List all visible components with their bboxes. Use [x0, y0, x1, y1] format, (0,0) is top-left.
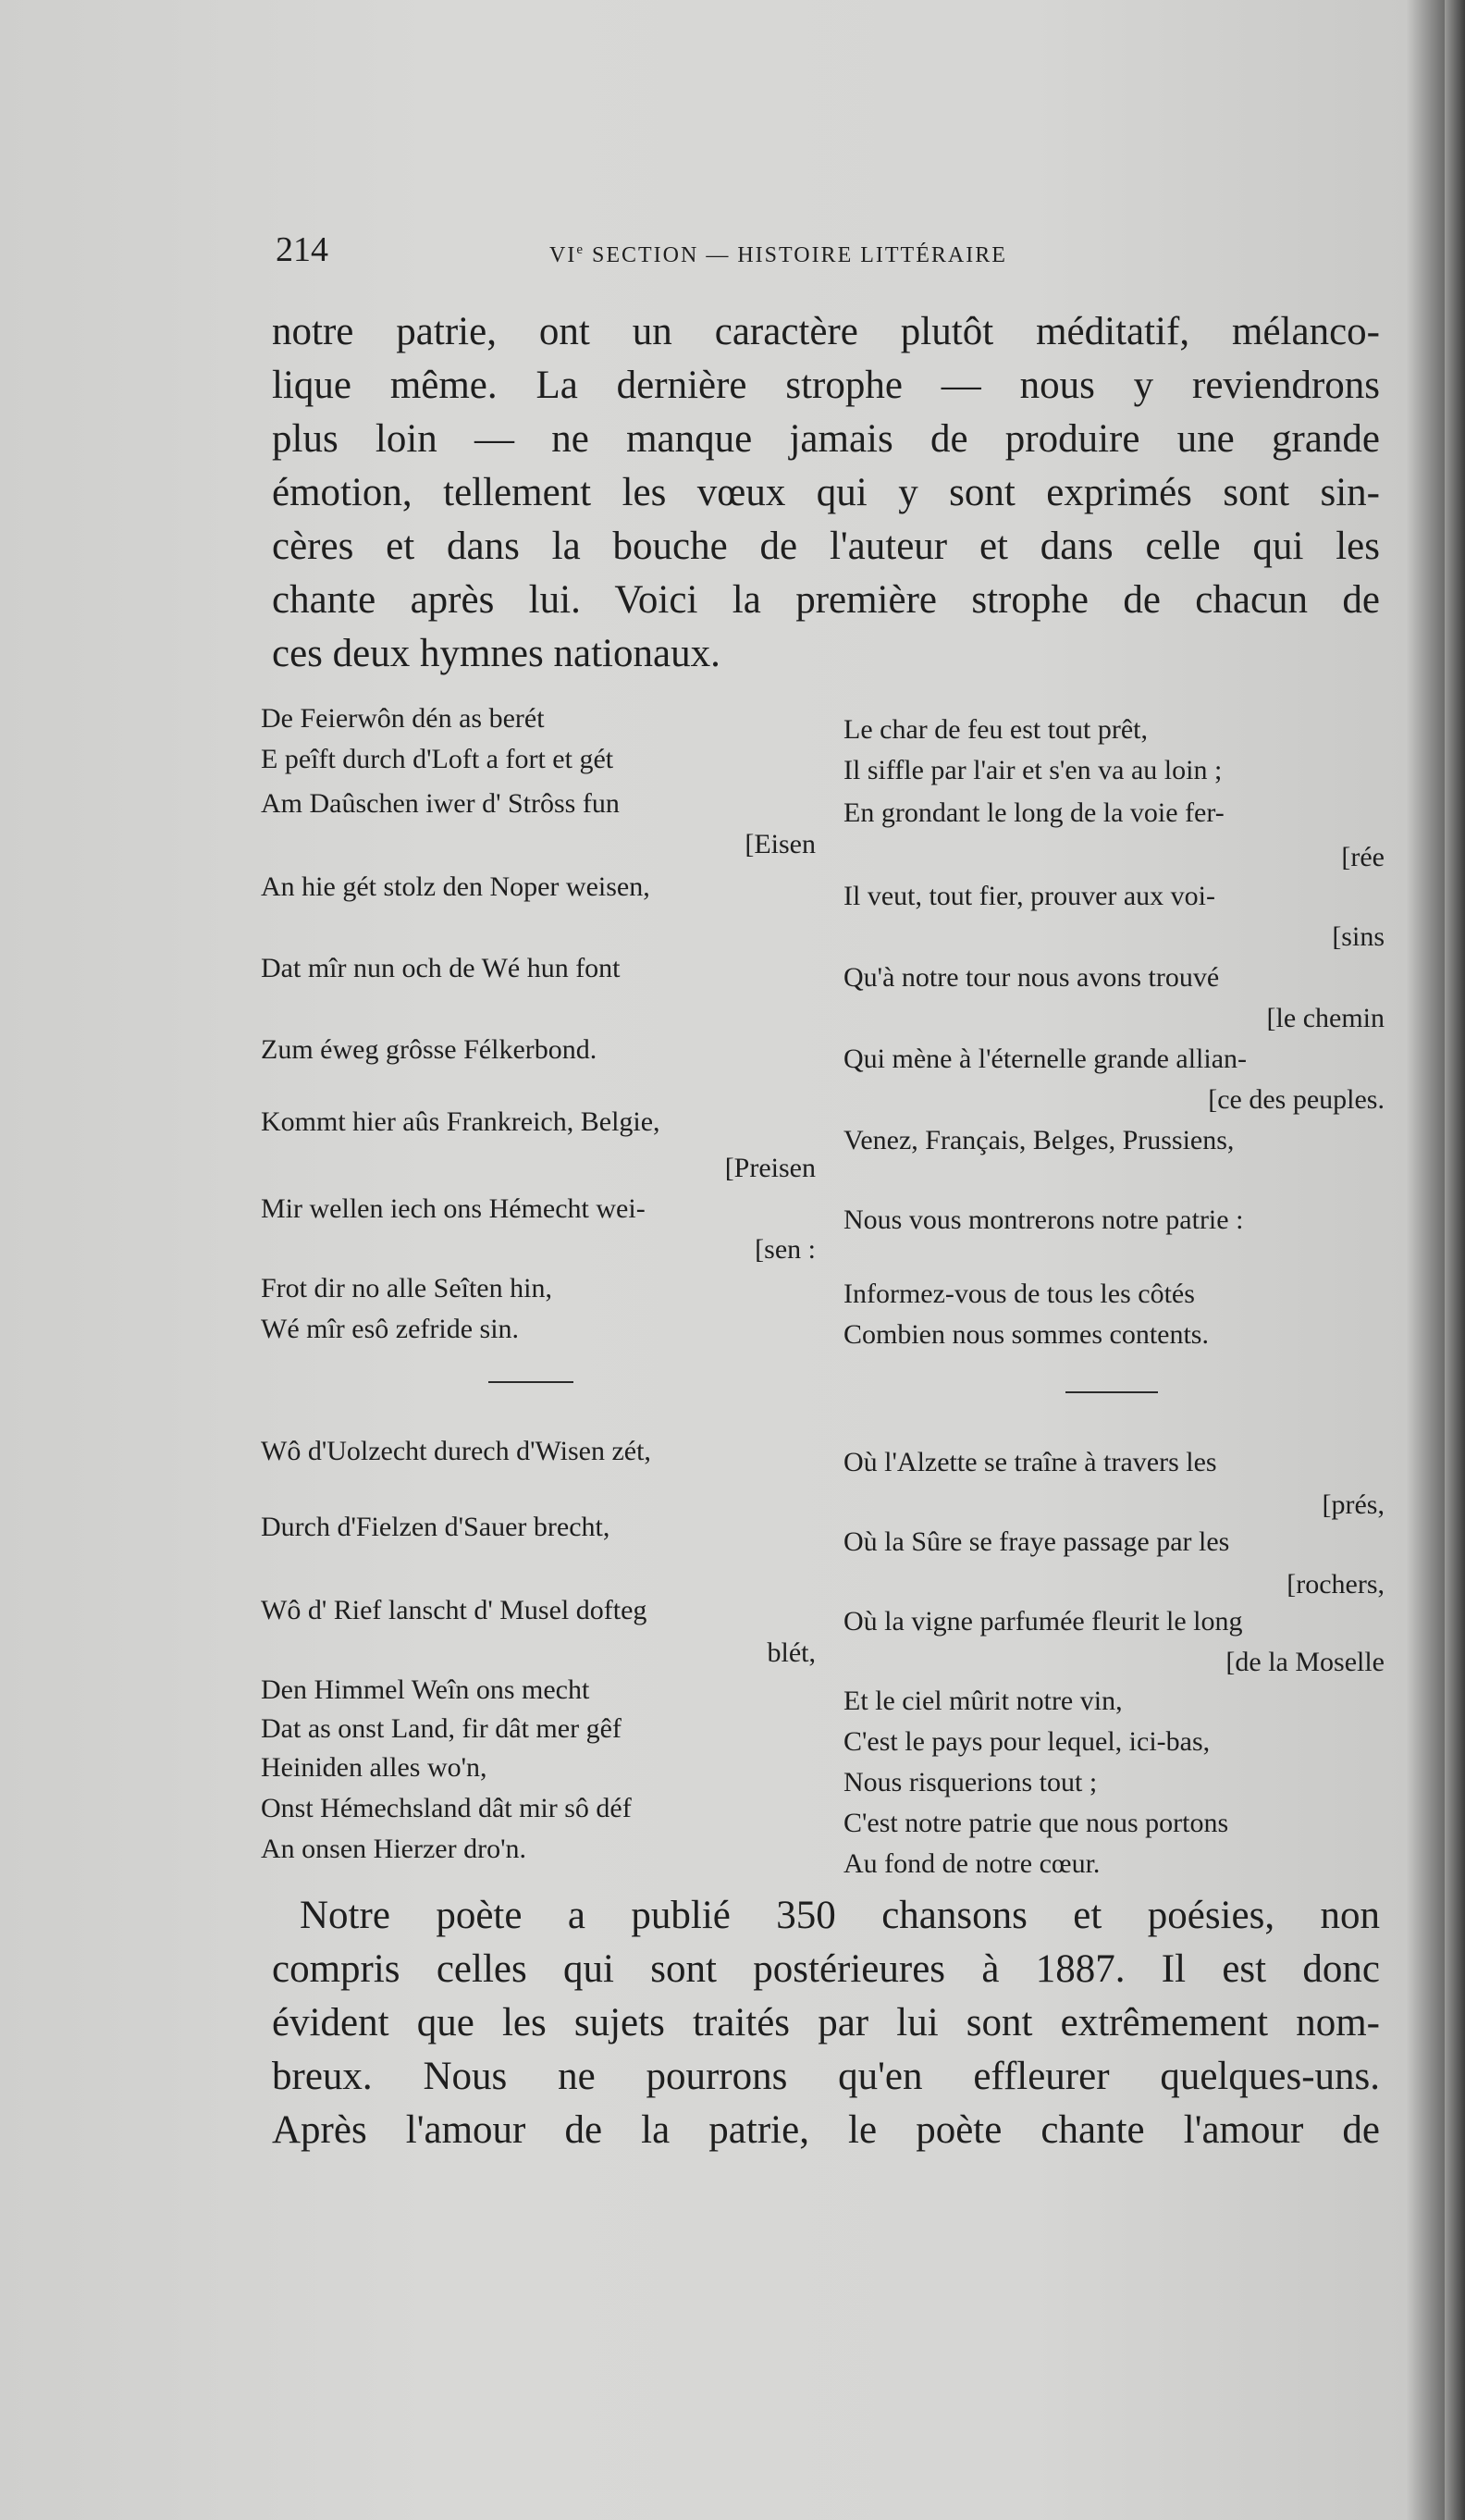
poem-line: Où l'Alzette se traîne à travers les	[843, 1447, 1217, 1477]
poem-line: Il veut, tout fier, prouver aux voi-	[843, 881, 1216, 911]
poem-line: Combien nous sommes contents.	[843, 1319, 1209, 1350]
poem-line: Qu'à notre tour nous avons trouvé	[843, 962, 1220, 993]
poem-line-continuation: [Preisen	[724, 1153, 816, 1183]
poem-line: Le char de feu est tout prêt,	[843, 714, 1149, 745]
poem-line: C'est notre patrie que nous portons	[843, 1808, 1229, 1838]
poem-line-continuation: [Eisen	[745, 829, 816, 859]
poem-line: Onst Hémechsland dât mir sô déf	[261, 1793, 632, 1823]
poem-line: Nous risquerions tout ;	[843, 1767, 1098, 1797]
running-head	[549, 242, 1007, 268]
poem-line: Zum éweg grôsse Félkerbond.	[261, 1034, 597, 1065]
poem-line: Nous vous montrerons notre patrie :	[843, 1204, 1244, 1235]
poem-line: Heiniden alles wo'n,	[261, 1752, 487, 1783]
intro-paragraph	[272, 305, 1380, 681]
poem-line: E peîft durch d'Loft a fort et gét	[261, 744, 614, 774]
intro-line: émotion, tellement les vœux qui y sont exprimés sont sin-	[272, 471, 1380, 514]
poem-line: Kommt hier aûs Frankreich, Belgie,	[261, 1106, 660, 1137]
poem-line-continuation: blét,	[767, 1637, 816, 1668]
poem-line: Où la Sûre se fraye passage par les	[843, 1526, 1230, 1557]
poem-line: C'est le pays pour lequel, ici-bas,	[843, 1726, 1211, 1757]
poem-line-continuation: [rochers,	[1286, 1569, 1385, 1600]
poem-line: Durch d'Fielzen d'Sauer brecht,	[261, 1512, 610, 1542]
poem-line: En grondant le long de la voie fer-	[843, 797, 1225, 828]
poem-line: Mir wellen iech ons Hémecht wei-	[261, 1193, 646, 1224]
poem-line: Informez-vous de tous les côtés	[843, 1279, 1195, 1309]
poem-line: De Feierwôn dén as berét	[261, 703, 545, 734]
closing-line: compris celles qui sont postérieures à 1887. Il est donc	[272, 1947, 1380, 1991]
poem-line: Wô d' Rief lanscht d' Musel dofteg	[261, 1595, 647, 1625]
poem-line-continuation: [de la Moselle	[1225, 1647, 1385, 1677]
section-title: SECTION — HISTOIRE LITTÉRAIRE	[592, 243, 1007, 267]
intro-line: notre patrie, ont un caractère plutôt méditatif, mélanco-	[272, 310, 1380, 353]
poem-line: Venez, Français, Belges, Prussiens,	[843, 1125, 1235, 1155]
closing-line: breux. Nous ne pourrons qu'en effleurer quelques-uns.	[272, 2055, 1380, 2098]
poem-line: Et le ciel mûrit notre vin,	[843, 1686, 1123, 1716]
poem-line: Am Daûschen iwer d' Strôss fun	[261, 788, 620, 819]
poem-line-continuation: [sen :	[755, 1234, 816, 1265]
poem-line: Wô d'Uolzecht durech d'Wisen zét,	[261, 1436, 651, 1466]
poem-line: Qui mène à l'éternelle grande allian-	[843, 1044, 1248, 1074]
page-edge-shadow	[1445, 0, 1465, 2520]
page-number: 214	[276, 230, 328, 269]
page-header	[276, 229, 1367, 276]
poem-line: Il siffle par l'air et s'en va au loin ;	[843, 755, 1223, 785]
poem-line: Dat as onst Land, fir dât mer gêf	[261, 1713, 622, 1744]
poem-line-continuation: [le chemin	[1266, 1003, 1385, 1033]
poem-line: An onsen Hierzer dro'n.	[261, 1834, 526, 1864]
section-sup: e	[576, 242, 585, 257]
intro-line: plus loin — ne manque jamais de produire une grande	[272, 417, 1380, 461]
intro-line: lique même. La dernière strophe — nous y reviendrons	[272, 364, 1380, 407]
stanza-separator-right	[1065, 1391, 1158, 1393]
poem-line: Wé mîr esô zefride sin.	[261, 1314, 520, 1344]
intro-line: chante après lui. Voici la première strophe de chacun de	[272, 578, 1380, 622]
intro-line: ces deux hymnes nationaux.	[272, 632, 720, 675]
poem-line: Dat mîr nun och de Wé hun font	[261, 953, 621, 983]
closing-line: Après l'amour de la patrie, le poète chante l'amour de	[272, 2108, 1380, 2152]
poem-line: An hie gét stolz den Noper weisen,	[261, 871, 650, 902]
stanza-separator-left	[488, 1381, 573, 1383]
closing-line: évident que les sujets traités par lui sont extrêmement nom-	[272, 2001, 1380, 2044]
intro-line: cères et dans la bouche de l'auteur et dans celle qui les	[272, 525, 1380, 568]
poem-line: Den Himmel Weîn ons mecht	[261, 1674, 590, 1705]
poem-line-continuation: [prés,	[1322, 1489, 1385, 1520]
section-roman: VI	[549, 243, 577, 267]
closing-paragraph	[272, 1889, 1380, 2157]
poem-line: Frot dir no alle Seîten hin,	[261, 1273, 552, 1303]
poem-line: Au fond de notre cœur.	[843, 1848, 1101, 1879]
poem-line-continuation: [sins	[1332, 921, 1385, 952]
poem-line-continuation: [ce des peuples.	[1208, 1084, 1385, 1115]
poem-line: Où la vigne parfumée fleurit le long	[843, 1606, 1243, 1637]
closing-line: Notre poète a publié 350 chansons et poésies, non	[300, 1894, 1380, 1937]
poem-line-continuation: [rée	[1341, 842, 1385, 872]
